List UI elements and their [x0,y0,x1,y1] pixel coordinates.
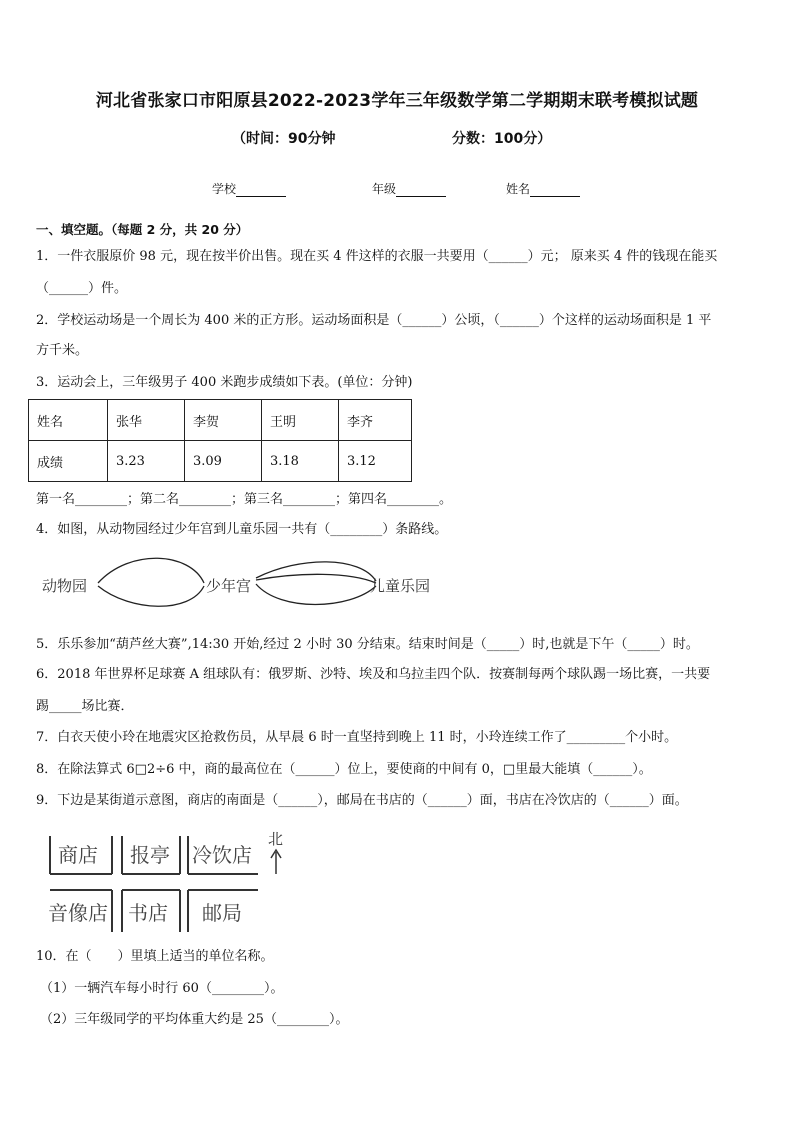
table-cell: 张华 [108,400,185,441]
table-cell: 3.09 [185,441,262,482]
school-label: 学校 [212,182,237,196]
map-cold-drink: 冷饮店 [192,843,252,867]
q1-line-1: 1．一件衣服原价 98 元，现在按半价出售。现在买 4 件这样的衣服一共要用（______）元； 原来买 4 件的钱现在能买 [36,249,718,264]
q3-text: 3．运动会上，三年级男子 400 米跑步成绩如下表。(单位：分钟) [36,375,413,390]
q8-text: 8．在除法算式 6□2÷6 中，商的最高位在（______）位上，要使商的中间有 0，□里最大能填（______）。 [36,762,652,777]
route-zoo-upper [98,558,204,583]
table-cell: 成绩 [29,441,108,482]
table-cell: 姓名 [29,400,108,441]
q3-rank-line: 第一名________；第二名________；第三名________；第四名________。 [36,492,453,507]
street-map [40,826,300,938]
school-blank[interactable] [236,184,286,197]
exam-score: 分数：100分） [452,131,552,147]
table-header-row [29,400,412,441]
section-fill-blank: 一、填空题。（每题 2 分，共 20 分） [36,222,249,237]
table-cell: 李贺 [185,400,262,441]
grade-label: 年级 [372,182,397,196]
map-video-store: 音像店 [48,901,108,925]
table-cell: 3.18 [262,441,339,482]
grade-blank[interactable] [396,184,446,197]
exam-title: 河北省张家口市阳原县2022-2023学年三年级数学第二学期期末联考模拟试题 [95,91,699,111]
table-cell: 3.12 [339,441,412,482]
table-cell: 王明 [262,400,339,441]
name-field [506,180,580,197]
q1-line-2: （______）件。 [36,281,128,296]
q2-line-1: 2．学校运动场是一个周长为 400 米的正方形。运动场面积是（______）公顷，（______）个这样的运动场面积是 1 平 [36,313,712,328]
name-blank[interactable] [530,184,580,197]
q9-text: 9．下边是某街道示意图，商店的南面是（______），邮局在书店的（______）面，书店在冷饮店的（______）面。 [36,793,688,808]
north-label: 北 [268,830,284,848]
map-bookstore: 书店 [128,901,168,925]
q5-text: 5．乐乐参加“葫芦丝大赛”,14:30 开始,经过 2 小时 30 分结束。结束时间是（_____）时,也就是下午（_____）时。 [36,637,699,652]
q10-1-text: （1）一辆汽车每小时行 60（________）。 [40,981,284,996]
route-palace-middle [256,574,376,583]
zoo-label: 动物园 [42,577,88,595]
q10-2-text: （2）三年级同学的平均体重大约是 25（________）。 [40,1012,349,1027]
route-figure [30,550,450,620]
map-newsstand: 报亭 [130,843,170,867]
grade-field [372,180,446,197]
route-zoo-lower [98,586,204,606]
q6-line-2: 踢_____场比赛． [36,699,134,714]
route-palace-bottom [256,584,376,605]
name-label: 姓名 [506,182,531,196]
table-row [29,441,412,482]
q10-text: 10．在（ ）里填上适当的单位名称。 [36,949,274,964]
school-field [212,180,286,197]
q2-line-2: 方千米。 [36,343,89,358]
table-cell: 3.23 [108,441,185,482]
table-cell: 李齐 [339,400,412,441]
north-arrow-icon [271,850,281,874]
q6-line-1: 6．2018 年世界杯足球赛 A 组球队有：俄罗斯、沙特、埃及和乌拉圭四个队．按赛制每两个球队踢一场比赛，一共要 [36,667,711,682]
map-shop: 商店 [58,843,98,867]
q7-text: 7．白衣天使小玲在地震灾区抢救伤员，从早晨 6 时一直坚持到晚上 11 时，小玲连续工作了_________个小时。 [36,730,678,745]
map-post-office: 邮局 [202,901,242,925]
playground-label: 儿童乐园 [370,577,431,595]
score-table [28,399,412,482]
exam-time: （时间：90分钟 [232,131,336,147]
q4-text: 4．如图，从动物园经过少年宫到儿童乐园一共有（________）条路线。 [36,522,448,537]
youth-palace-label: 少年宫 [206,577,252,595]
